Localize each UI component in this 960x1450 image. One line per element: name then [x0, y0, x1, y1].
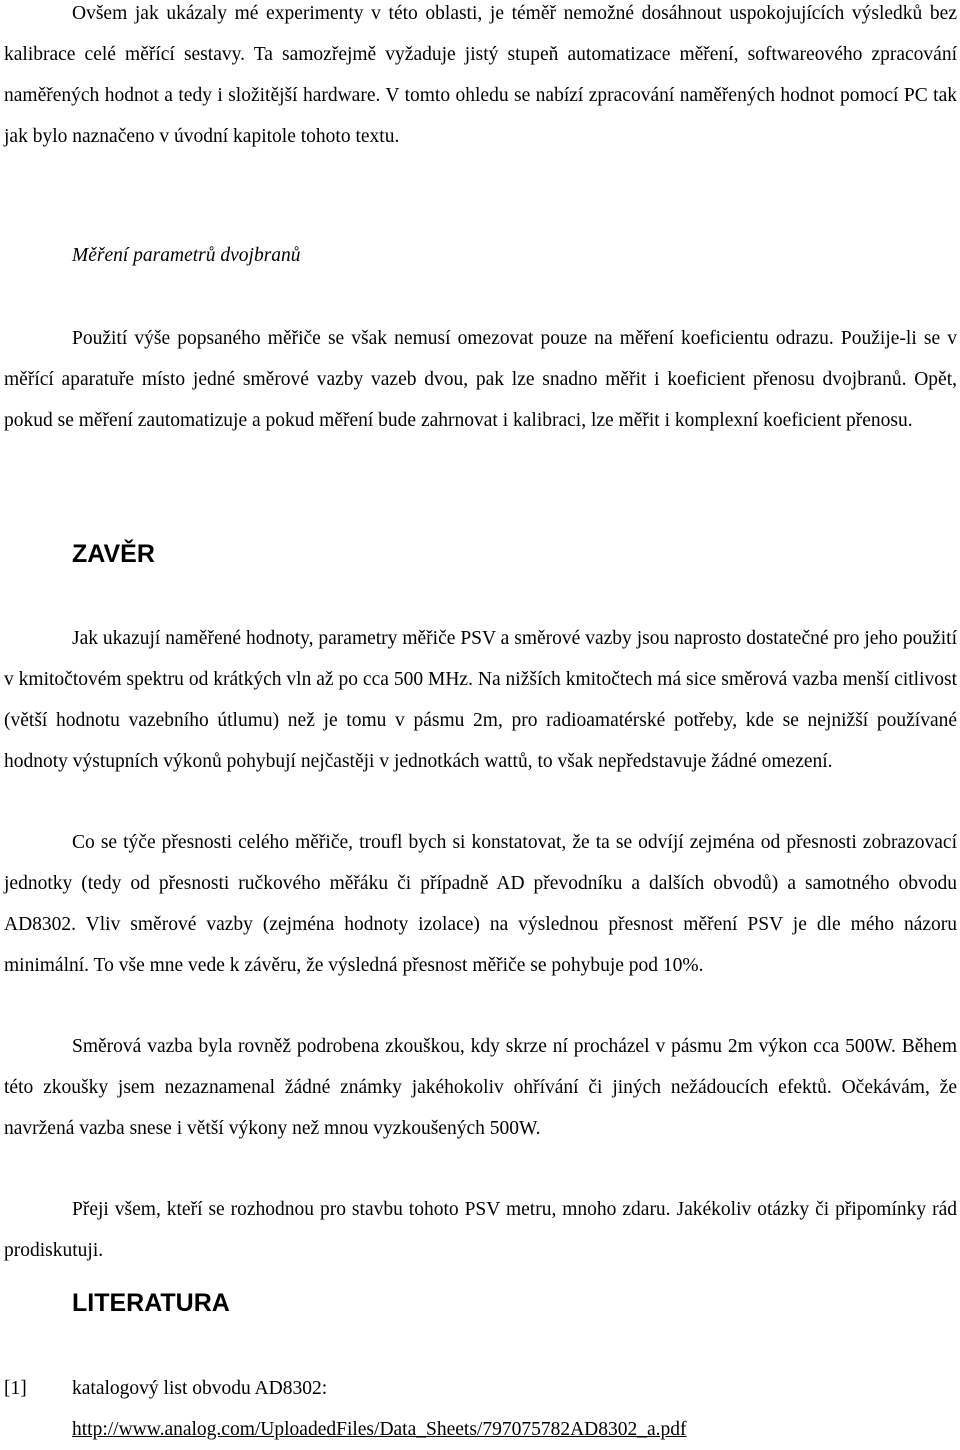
paragraph-intro: Ovšem jak ukázaly mé experimenty v této oblasti, je téměř nemožné dosáhnout uspokojujících výsledků bez kalibrace celé měřící sestavy. Ta samozřejmě vyžaduje jistý stupeň automatizace měření, softwareového zpracování naměřených hodnot a tedy i složitější hardware. V tomto ohledu se nabízí zpracování naměřených hodnot pomocí PC tak jak bylo naznačeno v úvodní kapitole tohoto textu.: [4, 3, 957, 147]
reference-body: [72, 1368, 957, 1450]
heading-literature: LITERATURA: [72, 1289, 230, 1317]
paragraph-conclusion-1: Jak ukazují naměřené hodnoty, parametry měřiče PSV a směrové vazby jsou naprosto dostatečné pro jeho použití v kmitočtovém spektru od krátkých vln až po cca 500 MHz. Na nižších kmitočtech má sice směrová vazba menší citlivost (větší hodnotu vazebního útlumu) než je tomu v pásmu 2m, pro radioamatérské potřeby, kde se nejnižší používané hodnoty výstupních výkonů pohybují nejčastěji v jednotkách wattů, to však nepředstavuje žádné omezení.: [4, 628, 957, 772]
reference-link[interactable]: http://www.analog.com/UploadedFiles/Data_Sheets/797075782AD8302_a.pdf: [72, 1419, 687, 1440]
paragraph-two-port: Použití výše popsaného měřiče se však nemusí omezovat pouze na měření koeficientu odrazu. Použije-li se v měřící aparatuře místo jedné směrové vazby vazeb dvou, pak lze snadno měřit i koeficient přenosu dvojbranů. Opět, pokud se měření zautomatizuje a pokud měření bude zahrnovat i kalibraci, lze měřit i komplexní koeficient přenosu.: [4, 328, 957, 431]
paragraph-conclusion-2: Co se týče přesnosti celého měřiče, troufl bych si konstatovat, že ta se odvíjí zejména od přesnosti zobrazovací jednotky (tedy od přesnosti ručkového měřáku či případně AD převodníku a dalších obvodů) a samotného obvodu AD8302. Vliv směrové vazby (zejména hodnoty izolace) na výslednou přesnost měření PSV je dle mého názoru minimální. To vše mne vede k závěru, že výsledná přesnost měřiče se pohybuje pod 10%.: [4, 832, 957, 976]
subheading-two-port-measurement: Měření parametrů dvojbranů: [72, 245, 301, 266]
reference-number: [1]: [4, 1378, 27, 1399]
paragraph-conclusion-4: Přeji všem, kteří se rozhodnou pro stavbu tohoto PSV metru, mnoho zdaru. Jakékoliv otázky či připomínky rád prodiskutuji.: [4, 1199, 957, 1261]
reference-text: katalogový list obvodu AD8302:: [72, 1378, 328, 1399]
heading-conclusion: ZAVĚR: [72, 540, 155, 568]
paragraph-conclusion-3: Směrová vazba byla rovněž podrobena zkouškou, kdy skrze ní procházel v pásmu 2m výkon cca 500W. Během této zkoušky jsem nezaznamenal žádné známky jakéhokoliv ohřívání či jiných nežádoucích efektů. Očekávám, že navržená vazba snese i větší výkony než mnou vyzkoušených 500W.: [4, 1036, 957, 1139]
